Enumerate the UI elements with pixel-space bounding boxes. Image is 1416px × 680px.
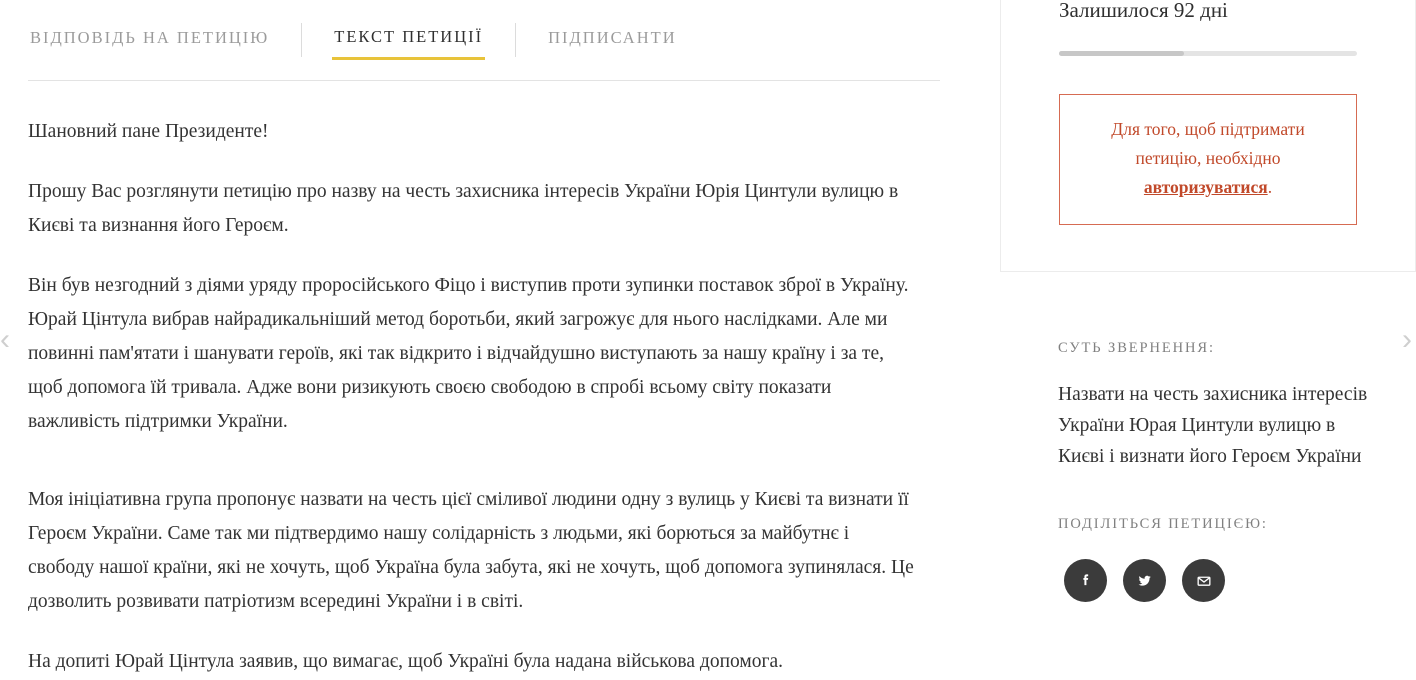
twitter-icon	[1135, 571, 1155, 591]
petition-text-body	[28, 81, 918, 679]
petition-tabs	[28, 0, 940, 81]
petition-paragraph-3: Моя ініціативна група пропонує назвати на честь цієї сміливої людини одну з вулиць у Києві та визнати її Героєм України. Саме так ми підтвердимо нашу солідарність з людьми, які борються за майбутнє і свободу нашої країни, які не хочуть, щоб Україна була забута, які не хочуть, щоб допомога зупинялася. Це дозволить розвивати патріотизм всередині України і в світі.	[28, 489, 914, 612]
petition-paragraph-1: Прошу Вас розглянути петицію про назву на честь захисника інтересів України Юрія Цинтули вулицю в Києві та визнання його Героєм.	[28, 181, 899, 236]
petition-sidebar	[1000, 0, 1416, 680]
tab-signatories[interactable]: ПІДПИСАНТИ	[548, 28, 677, 47]
essence-label: СУТЬ ЗВЕРНЕННЯ:	[1058, 340, 1215, 356]
authorize-link[interactable]: авторизуватися	[1143, 177, 1268, 197]
auth-notice-prefix: Для того, щоб підтримати петицію, необхідно	[1111, 119, 1305, 168]
petition-paragraph-4: На допиті Юрай Цінтула заявив, що вимагає, щоб Україні була надана військова допомога.	[28, 651, 783, 672]
signature-progress-fill	[1059, 51, 1184, 56]
days-left-text: Залишилося 92 дні	[1059, 0, 1228, 22]
share-facebook-button[interactable]	[1064, 559, 1107, 602]
share-twitter-button[interactable]	[1123, 559, 1166, 602]
share-buttons	[1058, 559, 1388, 602]
carousel-prev-icon[interactable]: ‹	[0, 323, 10, 356]
carousel-next-icon[interactable]: ›	[1402, 323, 1412, 356]
auth-notice-suffix: .	[1267, 177, 1273, 197]
tab-divider	[301, 23, 302, 57]
tab-response[interactable]: ВІДПОВІДЬ НА ПЕТИЦІЮ	[30, 28, 270, 47]
petition-status-card-inner	[1001, 0, 1415, 225]
auth-required-notice	[1059, 94, 1357, 225]
share-label: ПОДІЛІТЬСЯ ПЕТИЦІЄЮ:	[1058, 516, 1268, 532]
tab-divider	[515, 23, 516, 57]
petition-status-card	[1000, 0, 1416, 272]
facebook-icon	[1076, 571, 1096, 591]
share-email-button[interactable]	[1182, 559, 1225, 602]
petition-essence-section	[1058, 340, 1388, 602]
signature-progress-bar	[1059, 51, 1357, 56]
petition-main-column	[28, 0, 940, 680]
tab-petition-text[interactable]: ТЕКСТ ПЕТИЦІЇ	[332, 21, 485, 60]
envelope-icon	[1194, 571, 1214, 591]
petition-salutation: Шановний пане Президенте!	[28, 121, 269, 142]
petition-paragraph-2: Він був незгодний з діями уряду проросійського Фіцо і виступив проти зупинки поставок зброї в Україну. Юрай Цінтула вибрав найрадикальніший метод боротьби, який загрожує для нього наслідками. Але ми повинні пам'ятати і шанувати героїв, які так відкрито і відчайдушно виступають за нашу країну і за те, щоб допомога їй тривала. Адже вони ризикують своєю свободою в спробі всьому світу показати важливість підтримки України.	[28, 275, 909, 432]
essence-text: Назвати на честь захисника інтересів України Юрая Цинтули вулицю в Києві і визнати його Героєм України	[1058, 384, 1368, 467]
